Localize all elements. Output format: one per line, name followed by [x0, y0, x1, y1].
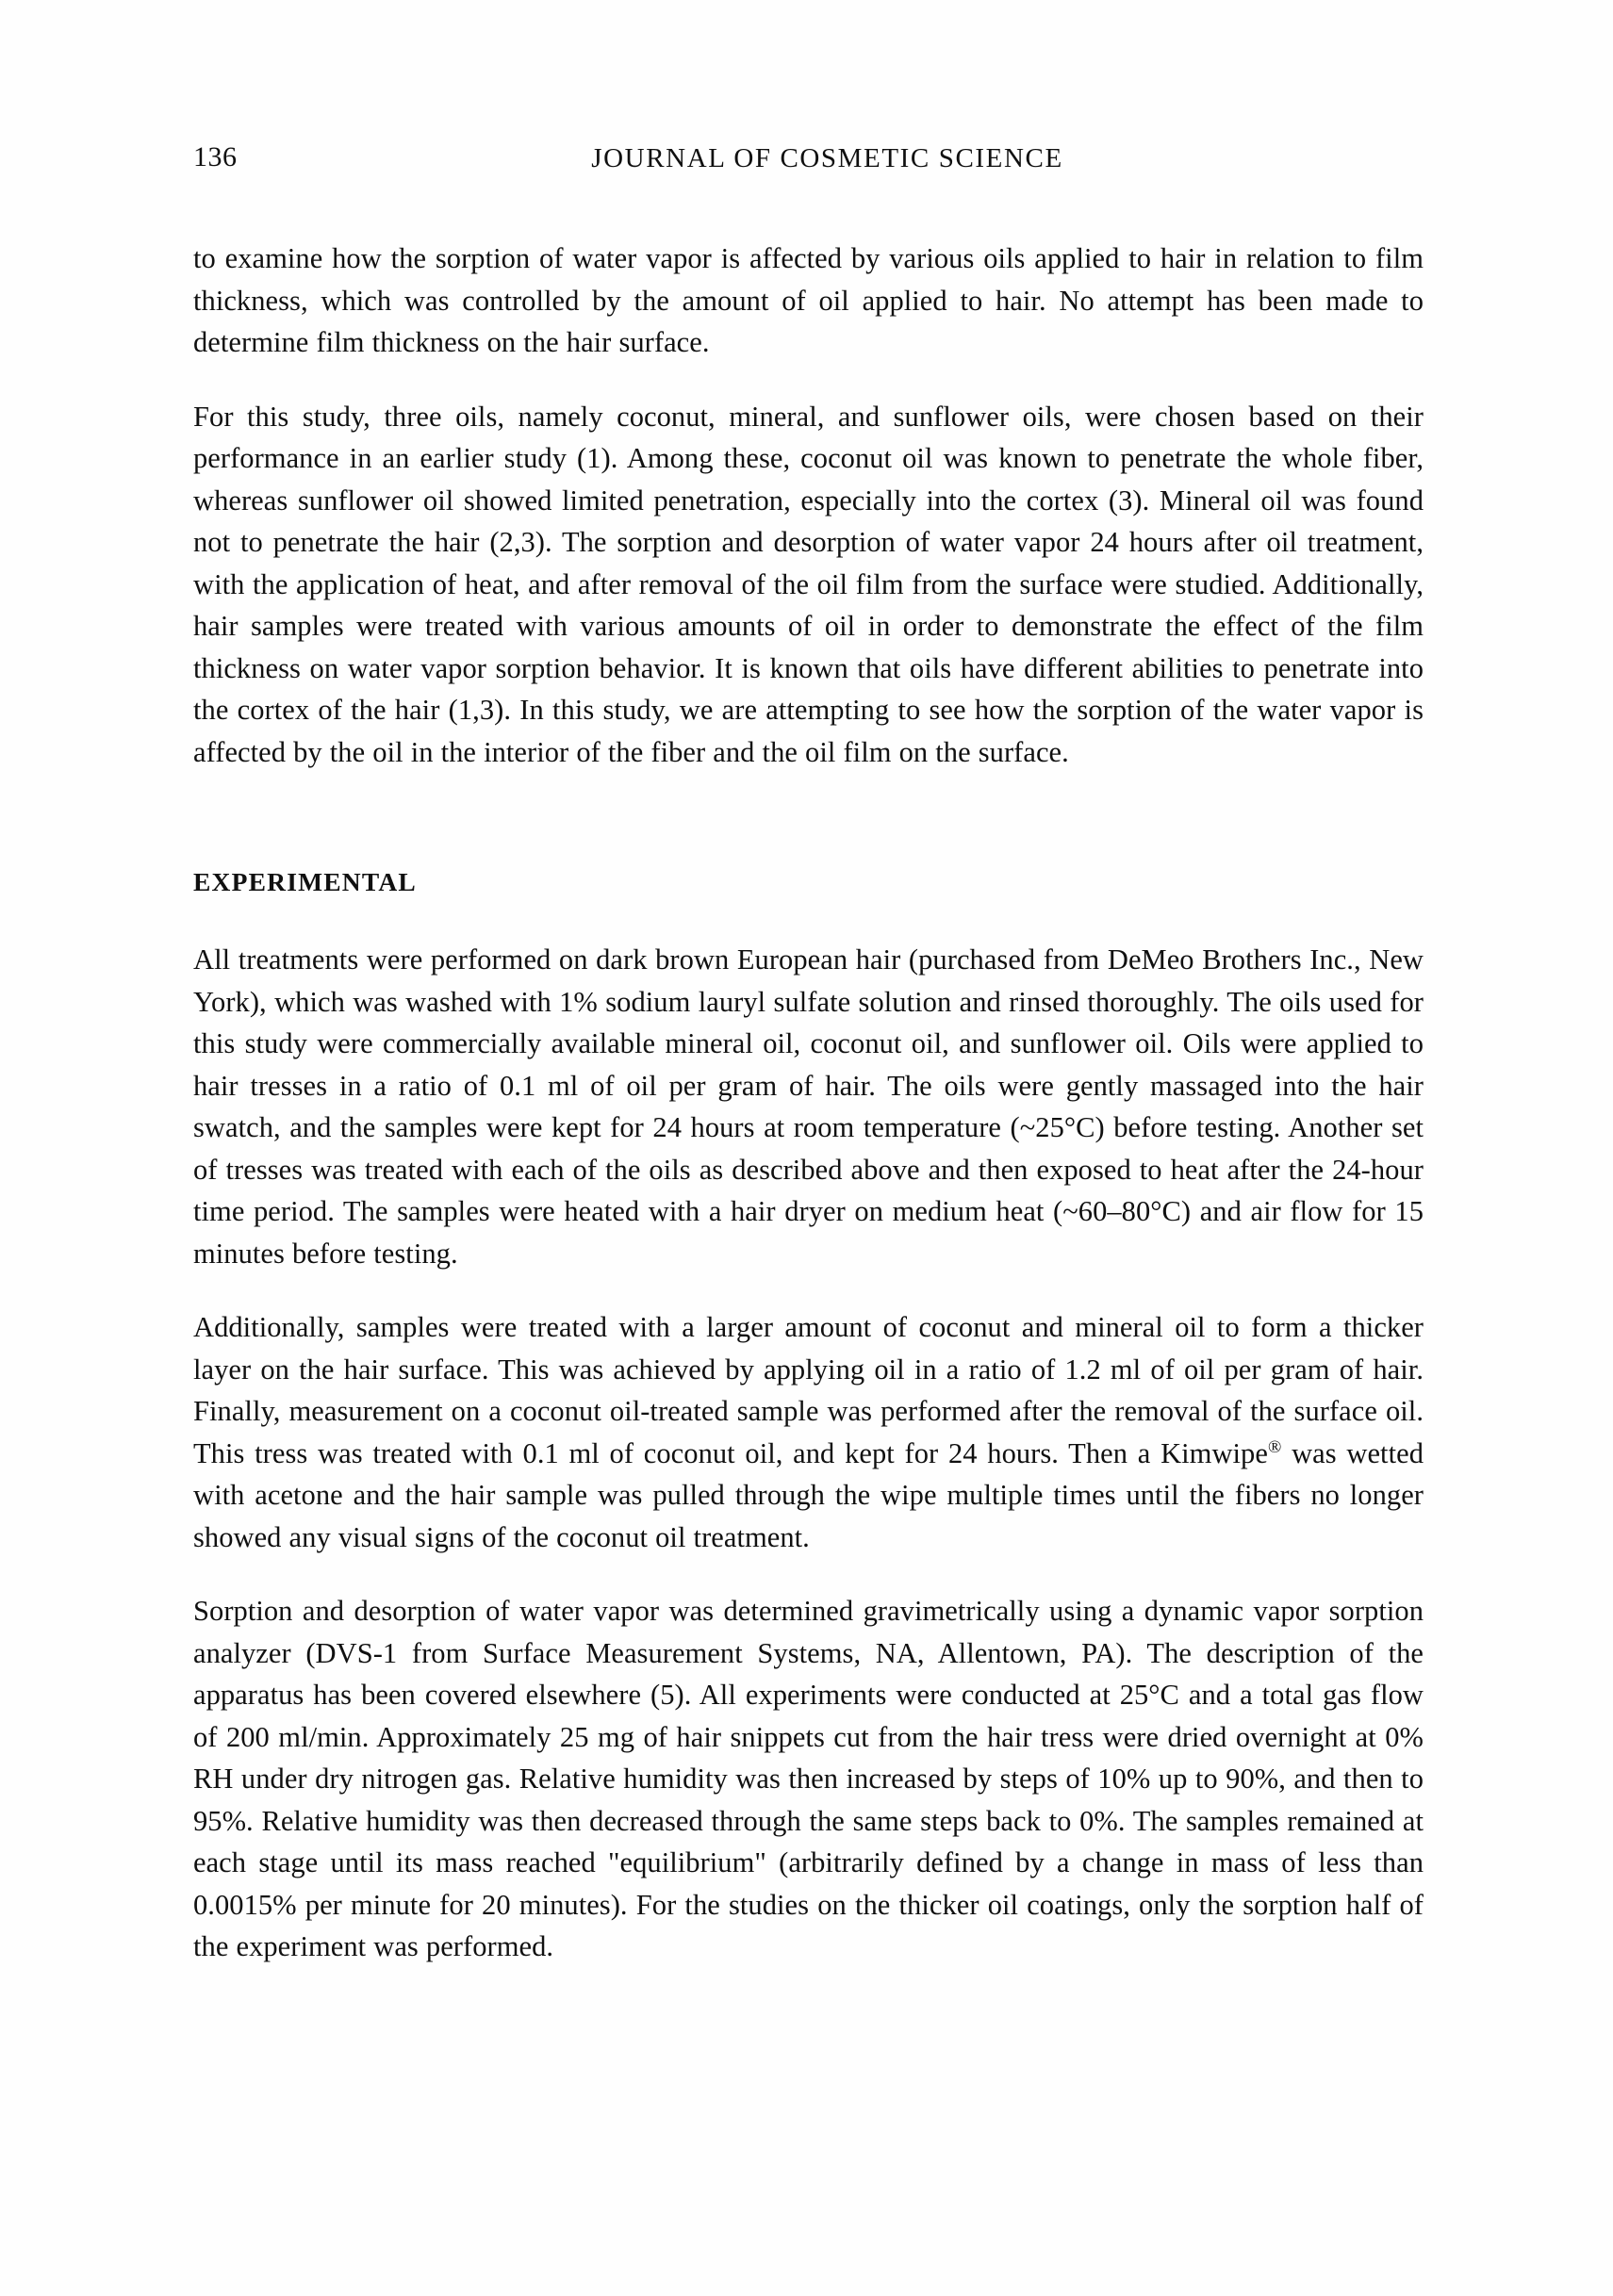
experimental-paragraph-2-text-b: was wetted with acetone and the hair sample was pulled through the wipe multiple times until the fibers no longer showed any visual signs of the coconut oil treatment.	[193, 1436, 1424, 1553]
experimental-paragraph-3: Sorption and desorption of water vapor was determined gravimetrically using a dynamic vapor sorption analyzer (DVS-1 from Surface Measurement Systems, NA, Allentown, PA). The description of the apparatus has been covered elsewhere (5). All experiments were conducted at 25°C and a total gas flow of 200 ml/min. Approximately 25 mg of hair snippets cut from the hair tress were dried overnight at 0% RH under dry nitrogen gas. Relative humidity was then increased by steps of 10% up to 90%, and then to 95%. Relative humidity was then decreased through the same steps back to 0%. The samples remained at each stage until its mass reached "equilibrium" (arbitrarily defined by a change in mass of less than 0.0015% per minute for 20 minutes). For the studies on the thicker oil coatings, only the sorption half of the experiment was performed.	[193, 1595, 1424, 1962]
page-number: 136	[193, 141, 238, 172]
section-heading-experimental: EXPERIMENTAL	[193, 867, 417, 896]
experimental-paragraph-2-text-a: Additionally, samples were treated with a larger amount of coconut and mineral oil to form a thicker layer on the hair surface. This was achieved by applying oil in a ratio of 1.2 ml of oil per gram of hair. Finally, measurement on a coconut oil-treated sample was performed after the removal of the surface oil. This tress was treated with 0.1 ml of coconut oil, and kept for 24 hours. Then a Kimwipe	[193, 1311, 1424, 1469]
experimental-paragraph-2	[193, 1306, 1424, 1558]
experimental-paragraph-1: All treatments were performed on dark brown European hair (purchased from DeMeo Brothers Inc., New York), which was washed with 1% sodium lauryl sulfate solution and rinsed thoroughly. The oils used for this study were commercially available mineral oil, coconut oil, and sunflower oil. Oils were applied to hair tresses in a ratio of 0.1 ml of oil per gram of hair. The oils were gently massaged into the hair swatch, and the samples were kept for 24 hours at room temperature (~25°C) before testing. Another set of tresses was treated with each of the oils as described above and then exposed to heat after the 24-hour time period. The samples were heated with a hair dryer on medium heat (~60–80°C) and air flow for 15 minutes before testing.	[193, 943, 1424, 1270]
page-content	[193, 141, 1424, 1968]
journal-title: JOURNAL OF COSMETIC SCIENCE	[591, 143, 1063, 173]
registered-trademark-mark: ®	[1267, 1436, 1282, 1457]
section-spacer	[193, 805, 1424, 867]
body-paragraph-1: to examine how the sorption of water vapor is affected by various oils applied to hair in relation to film thickness, which was controlled by the amount of oil applied to hair. No attempt has been made to determine film thickness on the hair surface.	[193, 242, 1424, 358]
body-paragraph-2: For this study, three oils, namely coconut, mineral, and sunflower oils, were chosen based on their performance in an earlier study (1). Among these, coconut oil was known to penetrate the whole fiber, whereas sunflower oil showed limited penetration, especially into the cortex (3). Mineral oil was found not to penetrate the hair (2,3). The sorption and desorption of water vapor 24 hours after oil treatment, with the application of heat, and after removal of the oil film from the surface were studied. Additionally, hair samples were treated with various amounts of oil in order to demonstrate the effect of the film thickness on water vapor sorption behavior. It is known that oils have different abilities to penetrate into the cortex of the hair (1,3). In this study, we are attempting to see how the sorption of the water vapor is affected by the oil in the interior of the fiber and the oil film on the surface.	[193, 400, 1424, 768]
running-head	[193, 141, 1424, 198]
